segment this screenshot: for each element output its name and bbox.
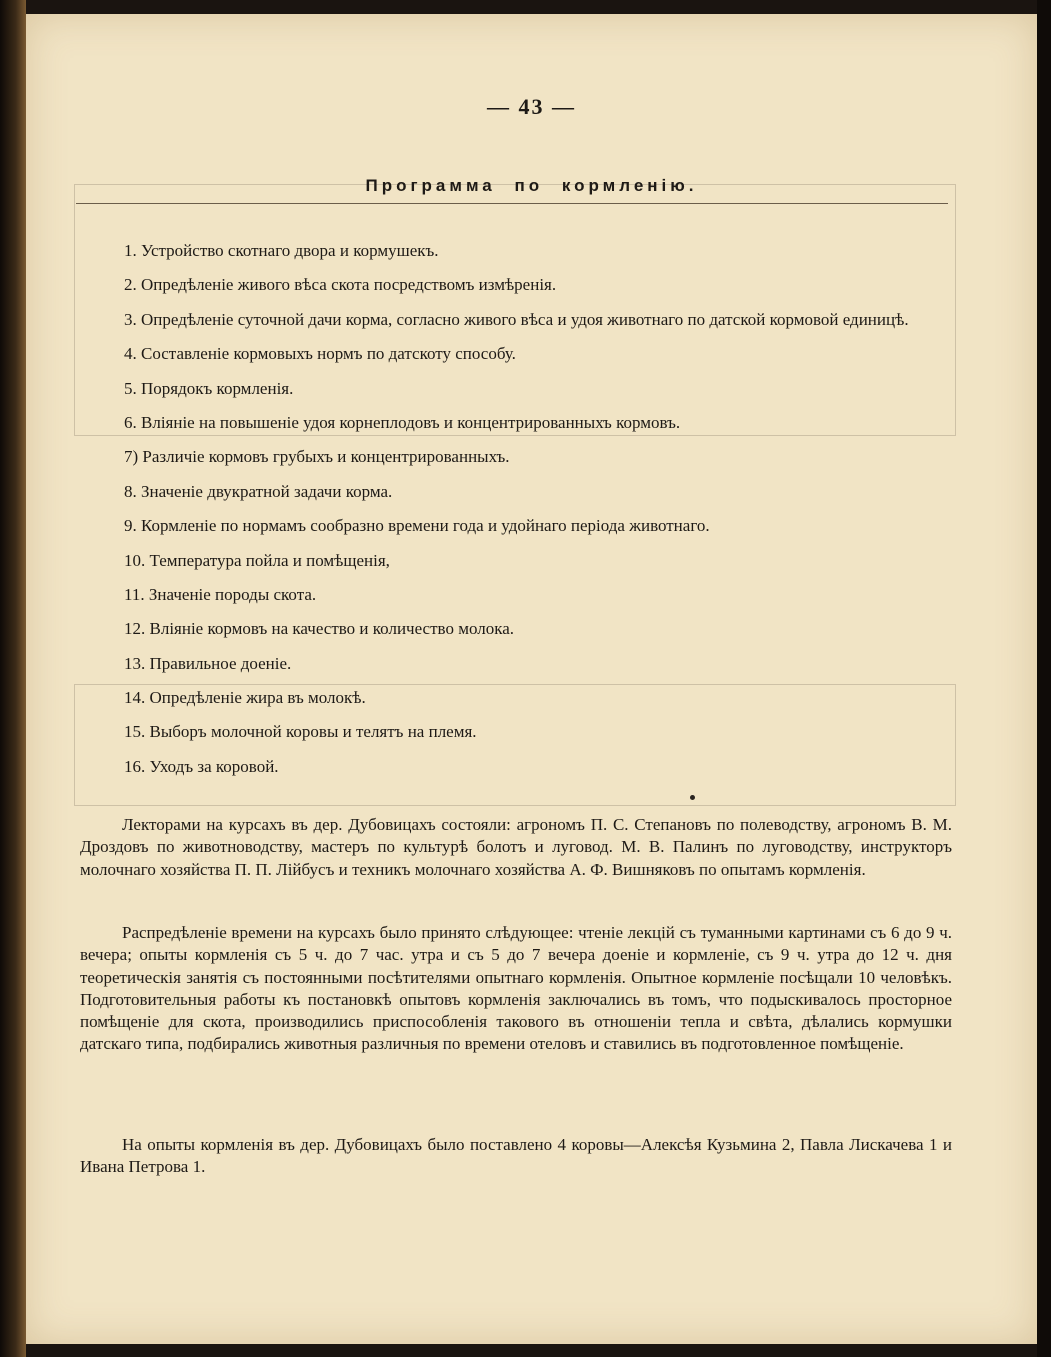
paragraph-cows: На опыты кормленія въ дер. Дубовицахъ было поставлено 4 коровы—Алексѣя Кузьмина 2, Павла Лискачева 1 и Ивана Петрова 1. xyxy=(80,1135,952,1177)
list-item: 13. Правильное доеніе. xyxy=(124,653,292,673)
list-item: 8. Значеніе двукратной задачи корма. xyxy=(124,481,393,501)
list-item: 16. Уходъ за коровой. xyxy=(124,756,279,776)
title-rule xyxy=(76,203,948,204)
ink-dot xyxy=(690,795,695,800)
list-item: 4. Составленіе кормовыхъ нормъ по датскоту способу. xyxy=(124,344,516,364)
list-item: 3. Опредѣленіе суточной дачи корма, согласно живого вѣса и удоя животнаго по датской кормовой единицѣ. xyxy=(124,309,909,329)
list-item: 9. Кормленіе по нормамъ сообразно времени года и удойнаго періода животнаго. xyxy=(124,516,710,536)
bleed-through-heading xyxy=(66,142,70,162)
page-number: — 43 — xyxy=(487,94,576,119)
document-page xyxy=(26,14,1037,1344)
list-item: 12. Вліяніе кормовъ на качество и количество молока. xyxy=(124,619,515,639)
list-item: 10. Температура пойла и помѣщенія, xyxy=(124,550,390,570)
paragraph-lecturers: Лекторами на курсахъ въ дер. Дубовицахъ состояли: агрономъ П. С. Степановъ по полеводству, агрономъ В. М. Дроздовъ по животноводству, мастеръ по культурѣ болотъ и луговод. М. В. Палинъ по луговодству, инструкторъ молочнаго хозяйства П. П. Лійбусъ и техникъ молочнаго хозяйства А. Ф. Вишняковъ по опытамъ кормленія. xyxy=(80,815,952,879)
list-item: 2. Опредѣленіе живого вѣса скота посредствомъ измѣренія. xyxy=(124,275,557,295)
program-list xyxy=(76,240,956,790)
page-edge xyxy=(1037,0,1051,1357)
list-item: 7) Различіе кормовъ грубыхъ и концентрированныхъ. xyxy=(124,447,510,467)
book-spine xyxy=(0,0,26,1357)
program-title: Программа по кормленію. xyxy=(365,176,698,195)
paragraph-schedule: Распредѣленіе времени на курсахъ было принято слѣдующее: чтеніе лекцій съ туманными картинами съ 6 до 9 ч. вечера; опыты кормленія съ 5 ч. до 7 час. утра и съ 5 до 7 вечера доеніе и кормленіе, съ 9 ч. утра до 12 ч. дня теоретическія занятія съ постоянными посѣтителями опытнаго кормленія. Опытное кормленіе посѣщали 10 человѣкъ. Подготовительныя работы къ постановкѣ опытовъ кормленія заключались въ томъ, что подыскивалось просторное помѣщеніе для скота, производились приспособленія такового въ отношеніи тепла и свѣта, дѣлались кормушки датскаго типа, подбирались животныя различныя по времени отеловъ и ставились въ подготовленное помѣщеніе. xyxy=(80,923,952,1054)
list-item: 6. Вліяніе на повышеніе удоя корнеплодовъ и концентрированныхъ кормовъ. xyxy=(124,412,681,432)
list-item: 11. Значеніе породы скота. xyxy=(124,584,317,604)
list-item: 14. Опредѣленіе жира въ молокѣ. xyxy=(124,688,366,708)
list-item: 1. Устройство скотнаго двора и кормушекъ. xyxy=(124,241,439,260)
list-item: 15. Выборъ молочной коровы и телятъ на племя. xyxy=(124,722,477,742)
list-item: 5. Порядокъ кормленія. xyxy=(124,378,294,398)
